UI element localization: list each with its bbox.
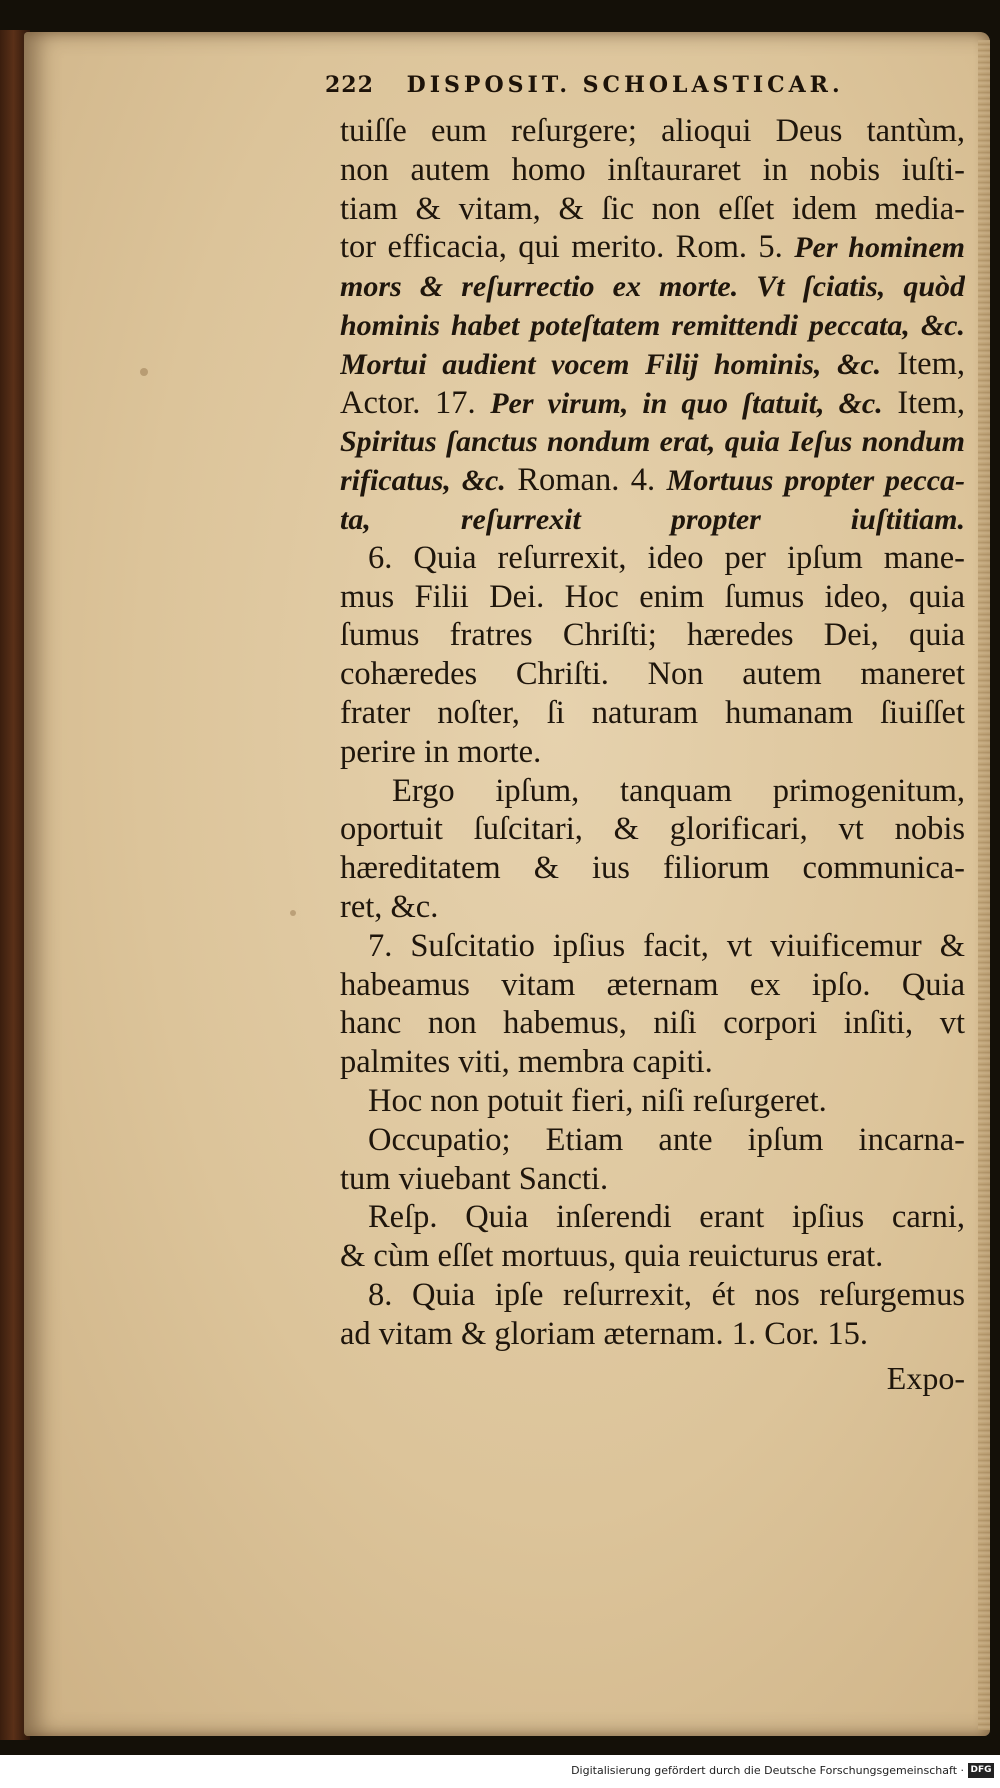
funding-credit: Digitalisierung gefördert durch die Deutsche Forschungsgemeinschaft · [571, 1764, 964, 1777]
text-segment: tiam & vitam, & ſic non eſſet idem media- [340, 190, 965, 227]
italic-quotation: Spiritus ſanctus nondum erat, quia Ieſus nondum [340, 425, 965, 459]
text-segment: hanc non habemus, niſi corpori inſiti, vt [340, 1005, 965, 1042]
text-line [340, 1004, 965, 1043]
catchword: Expo- [886, 1360, 965, 1396]
text-segment: ſumus fratres Chriſti; hæredes Dei, quia [340, 617, 965, 654]
page-stain [140, 368, 148, 376]
italic-quotation: Mortuus propter pecca- [666, 464, 965, 498]
dfg-logo: DFG [968, 1763, 994, 1778]
text-segment: habeamus vitam æternam ex ipſo. Quia [340, 966, 965, 1003]
text-line [340, 772, 965, 811]
body-text [340, 112, 965, 1354]
text-line [340, 539, 965, 578]
text-segment: cohæredes Chriſti. Non autem maneret [340, 656, 965, 693]
text-segment: Occupatio; Etiam ante ipſum incarna- [368, 1121, 965, 1158]
text-segment: tor efficacia, qui merito. Rom. 5. [340, 229, 795, 266]
text-segment: Hoc non potuit fieri, niſi reſurgeret. [368, 1082, 827, 1119]
text-segment: non autem homo inſtauraret in nobis iuſti- [340, 151, 965, 188]
text-line [340, 1198, 965, 1237]
text-segment: hæreditatem & ius filiorum communica- [340, 850, 965, 887]
page-number: 222 [325, 72, 374, 98]
text-line [340, 461, 965, 500]
text-segment: ad vitam & gloriam æternam. 1. Cor. 15. [340, 1315, 869, 1352]
text-line [340, 694, 965, 733]
text-line [340, 190, 965, 229]
text-line [340, 849, 965, 888]
italic-quotation: hominis habet poteſtatem remittendi peccata, &c. [340, 308, 965, 342]
text-line [340, 345, 965, 384]
text-segment: tum viuebant Sancti. [340, 1160, 609, 1197]
text-segment: 8. Quia ipſe reſurrexit, ét nos reſurgemus [368, 1276, 965, 1313]
italic-quotation: Per virum, in quo ſtatuit, &c. [490, 386, 883, 420]
text-segment: 6. Quia reſurrexit, ideo per ipſum mane- [368, 539, 965, 576]
text-line [340, 1276, 965, 1315]
text-segment: 7. Suſcitatio ipſius facit, vt viuificemur & [368, 927, 965, 964]
text-line [340, 966, 965, 1005]
text-line [340, 927, 965, 966]
italic-quotation: Mortui audient vocem Filij hominis, &c. [340, 347, 882, 381]
page-stain [290, 910, 296, 916]
page-edge [978, 40, 990, 1730]
text-line [340, 1160, 965, 1199]
text-segment: Reſp. Quia inſerendi erant ipſius carni, [368, 1199, 965, 1236]
running-head [325, 72, 955, 112]
text-segment: & cùm eſſet mortuus, quia reuicturus erat. [340, 1238, 884, 1275]
text-line [340, 616, 965, 655]
text-line [340, 500, 965, 539]
text-segment: Item, [881, 345, 965, 382]
footer-bar [0, 1755, 1000, 1788]
text-line [340, 1043, 965, 1082]
text-line [340, 306, 965, 345]
italic-quotation: rificatus, &c. [340, 464, 506, 498]
text-line [340, 810, 965, 849]
text-segment: ret, &c. [340, 888, 439, 925]
text-line [340, 422, 965, 461]
text-segment: mus Filii Dei. Hoc enim ſumus ideo, quia [340, 578, 965, 615]
text-line [340, 267, 965, 306]
italic-quotation: Per hominem [794, 231, 965, 265]
text-segment: Actor. 17. [340, 384, 491, 421]
text-segment: frater noſter, ſi naturam humanam ſiuiſſet [340, 694, 965, 731]
text-line [340, 151, 965, 190]
text-segment: tuiſſe eum reſurgere; alioqui Deus tantùm, [340, 113, 965, 149]
text-segment: palmites viti, membra capiti. [340, 1044, 713, 1081]
text-line [340, 733, 965, 772]
text-segment: oportuit ſuſcitari, & glorificari, vt nobis [340, 811, 965, 848]
text-line [340, 655, 965, 694]
text-line [340, 578, 965, 617]
text-line [340, 112, 965, 151]
text-line [340, 384, 965, 423]
italic-quotation: mors & reſurrectio ex morte. Vt ſciatis, quòd [340, 270, 965, 304]
text-segment: Roman. 4. [505, 462, 667, 499]
text-segment: Item, [882, 384, 965, 421]
italic-quotation: ta, reſurrexit propter iuſtitiam. [340, 502, 965, 536]
text-line [340, 888, 965, 927]
text-line [340, 1315, 965, 1354]
running-title: DISPOSIT. SCHOLASTICAR. [406, 72, 844, 98]
text-line [340, 1082, 965, 1121]
text-line [340, 228, 965, 267]
text-line [340, 1121, 965, 1160]
text-segment: Ergo ipſum, tanquam primogenitum, [392, 772, 965, 809]
text-segment: perire in morte. [340, 733, 542, 770]
text-line [340, 1237, 965, 1276]
